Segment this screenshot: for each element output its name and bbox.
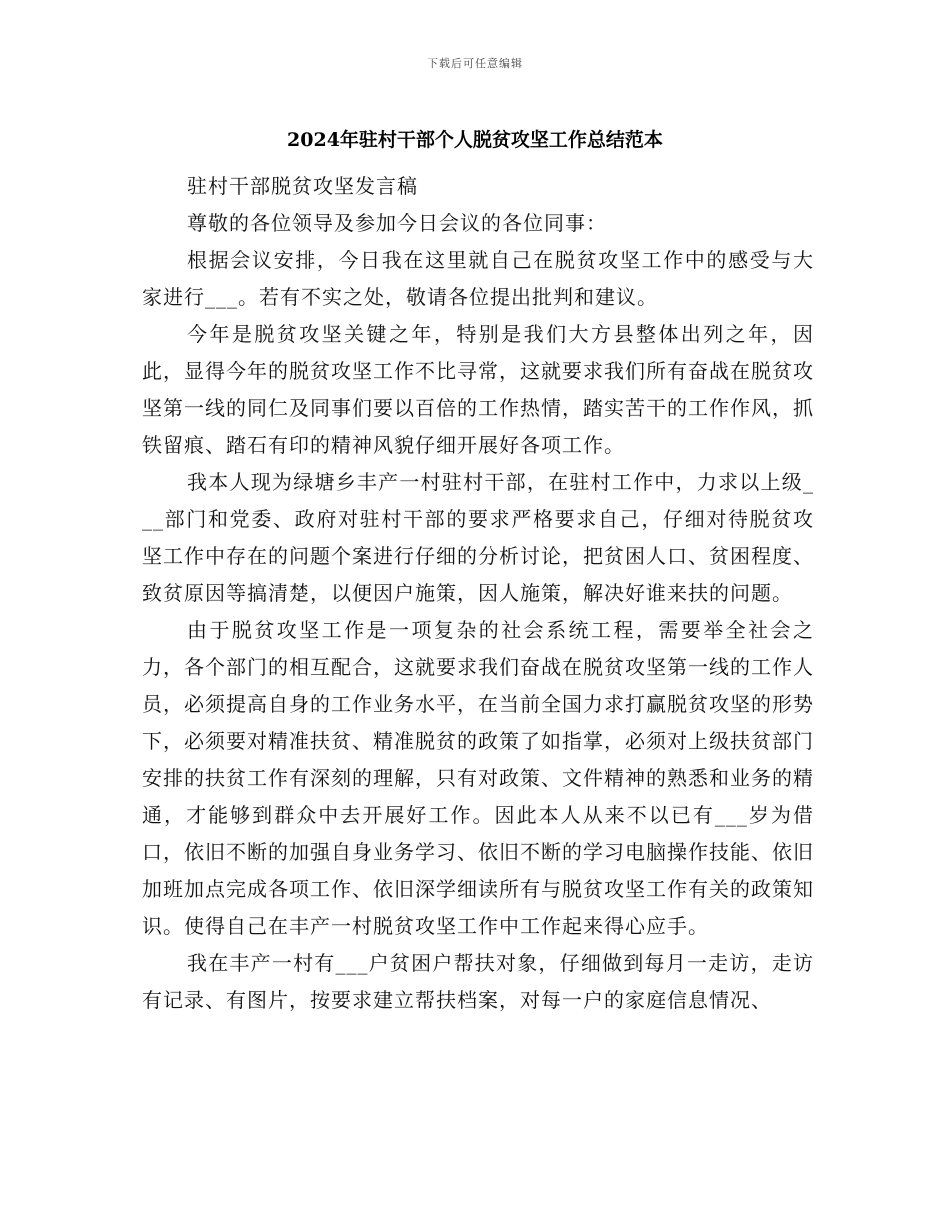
paragraph: 今年是脱贫攻坚关键之年，特别是我们大方县整体出列之年，因此，显得今年的脱贫攻坚工作不比寻常，这就要求我们所有奋战在脱贫攻坚第一线的同仁及同事们要以百倍的工作热情，踏实苦干的工作作风，抓铁留痕、踏石有印的精神风貌仔细开展好各项工作。 bbox=[142, 322, 814, 457]
document-body bbox=[142, 168, 814, 1019]
paragraph: 由于脱贫攻坚工作是一项复杂的社会系统工程，需要举全社会之力，各个部门的相互配合，这就要求我们奋战在脱贫攻坚第一线的工作人员，必须提高自身的工作业务水平，在当前全国力求打赢脱贫攻坚的形势下，必须要对精准扶贫、精准脱贫的政策了如指掌，必须对上级扶贫部门安排的扶贫工作有深刻的理解，只有对政策、文件精神的熟悉和业务的精通，才能够到群众中去开展好工作。因此本人从来不以已有___岁为借口，依旧不断的加强自身业务学习、依旧不断的学习电脑操作技能、依旧加班加点完成各项工作、依旧深学细读所有与脱贫攻坚工作有关的政策知识。使得自己在丰产一村脱贫攻坚工作中工作起来得心应手。 bbox=[142, 618, 814, 938]
document-title: 2024年驻村干部个人脱贫攻坚工作总结范本 bbox=[287, 129, 663, 151]
paragraph-salutation: 尊敬的各位领导及参加今日会议的各位同事： bbox=[187, 211, 607, 235]
paragraph: 我在丰产一村有___户贫困户帮扶对象，仔细做到每月一走访，走访有记录、有图片，按要求建立帮扶档案，对每一户的家庭信息情况、 bbox=[142, 951, 814, 1012]
header-note: 下载后可任意编辑 bbox=[427, 57, 523, 70]
paragraph: 我本人现为绿塘乡丰产一村驻村干部，在驻村工作中，力求以上级___部门和党委、政府对驻村干部的要求严格要求自己，仔细对待脱贫攻坚工作中存在的问题个案进行仔细的分析讨论，把贫困人口、贫困程度、致贫原因等搞清楚，以便因户施策，因人施策，解决好谁来扶的问题。 bbox=[142, 470, 814, 605]
paragraph-speech-heading: 驻村干部脱贫攻坚发言稿 bbox=[187, 174, 418, 198]
paragraph: 根据会议安排，今日我在这里就自己在脱贫攻坚工作中的感受与大家进行___。若有不实之处，敬请各位提出批判和建议。 bbox=[142, 248, 814, 309]
